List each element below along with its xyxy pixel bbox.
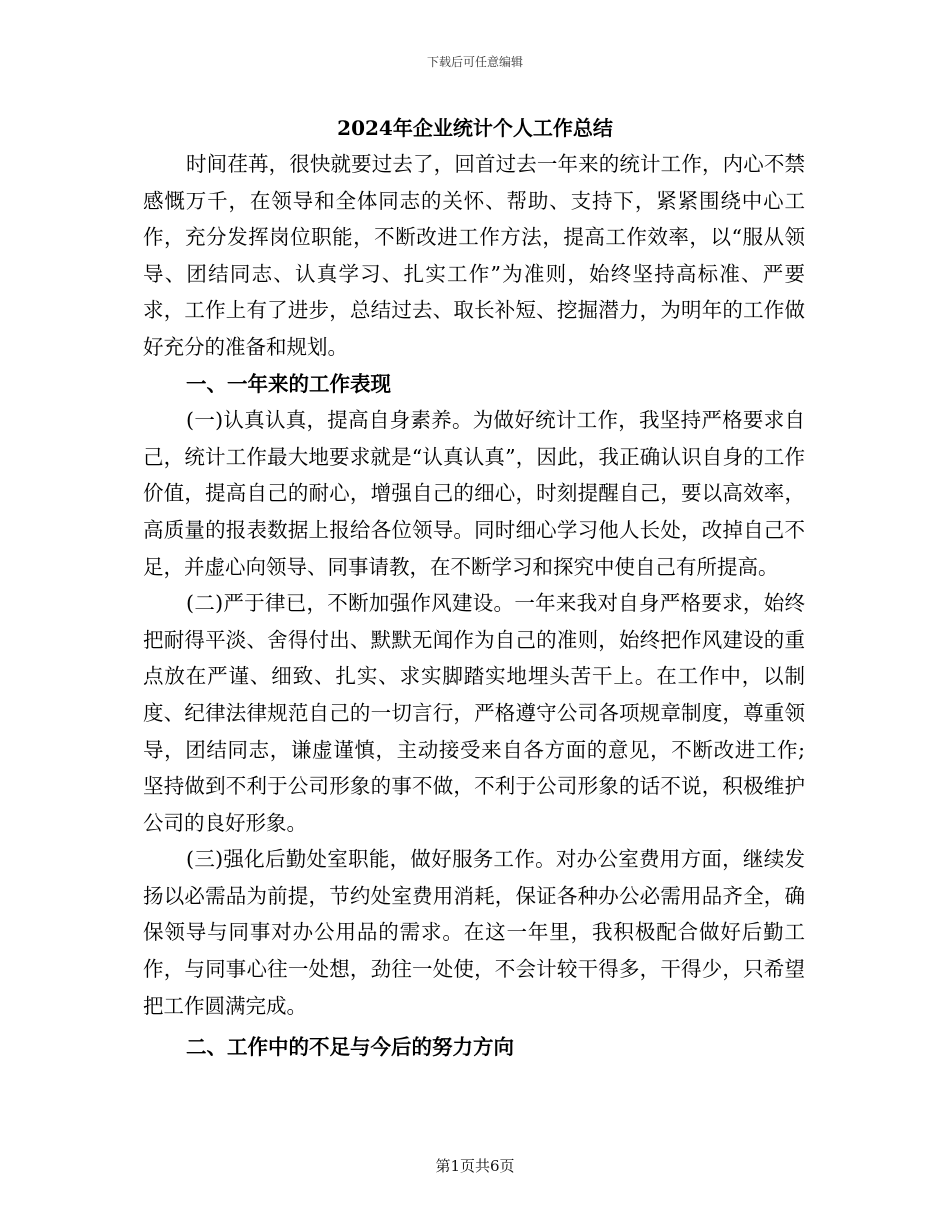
section-heading-2: 二、工作中的不足与今后的努力方向 (186, 1035, 515, 1060)
paragraph-2: (二)严于律已，不断加强作风建设。一年来我对自身严格要求，始终把耐得平淡、舍得付出、默默无闻作为自己的准则，始终把作风建设的重点放在严谨、细致、扎实、求实脚踏实地埋头苦干上。在工作中，以制度、纪律法律规范自己的一切言行，严格遵守公司各项规章制度，尊重领导，团结同志，谦虚谨慎，主动接受来自各方面的意见，不断改进工作;坚持做到不利于公司形象的事不做，不利于公司形象的话不说，积极维护公司的良好形象。 (143, 591, 805, 835)
intro-paragraph: 时间荏苒，很快就要过去了，回首过去一年来的统计工作，内心不禁感慨万千，在领导和全体同志的关怀、帮助、支持下，紧紧围绕中心工作，充分发挥岗位职能，不断改进工作方法，提高工作效率，以“服从领导、团结同志、认真学习、扎实工作”为准则，始终坚持高标准、严要求，工作上有了进步，总结过去、取长补短、挖掘潜力，为明年的工作做好充分的准备和规划。 (143, 152, 805, 359)
document-body (143, 146, 805, 1066)
section-heading-1: 一、一年来的工作表现 (186, 371, 392, 396)
paragraph-1: (一)认真认真，提高自身素养。为做好统计工作，我坚持严格要求自己，统计工作最大地要求就是“认真认真”，因此，我正确认识自身的工作价值，提高自己的耐心，增强自己的细心，时刻提醒自己，要以高效率，高质量的报表数据上报给各位领导。同时细心学习他人长处，改掉自己不足，并虚心向领导、同事请教，在不断学习和探究中使自己有所提高。 (143, 408, 805, 579)
page-number: 第1页共6页 (435, 1157, 515, 1175)
header-note: 下载后可任意编辑 (426, 55, 523, 69)
document-title: 2024年企业统计个人工作总结 (337, 116, 613, 140)
paragraph-3: (三)强化后勤处室职能，做好服务工作。对办公室费用方面，继续发扬以必需品为前提，节约处室费用消耗，保证各种办公必需用品齐全，确保领导与同事对办公用品的需求。在这一年里，我积极配合做好后勤工作，与同事心往一处想，劲往一处使，不会计较干得多，干得少，只希望把工作圆满完成。 (143, 847, 805, 1018)
